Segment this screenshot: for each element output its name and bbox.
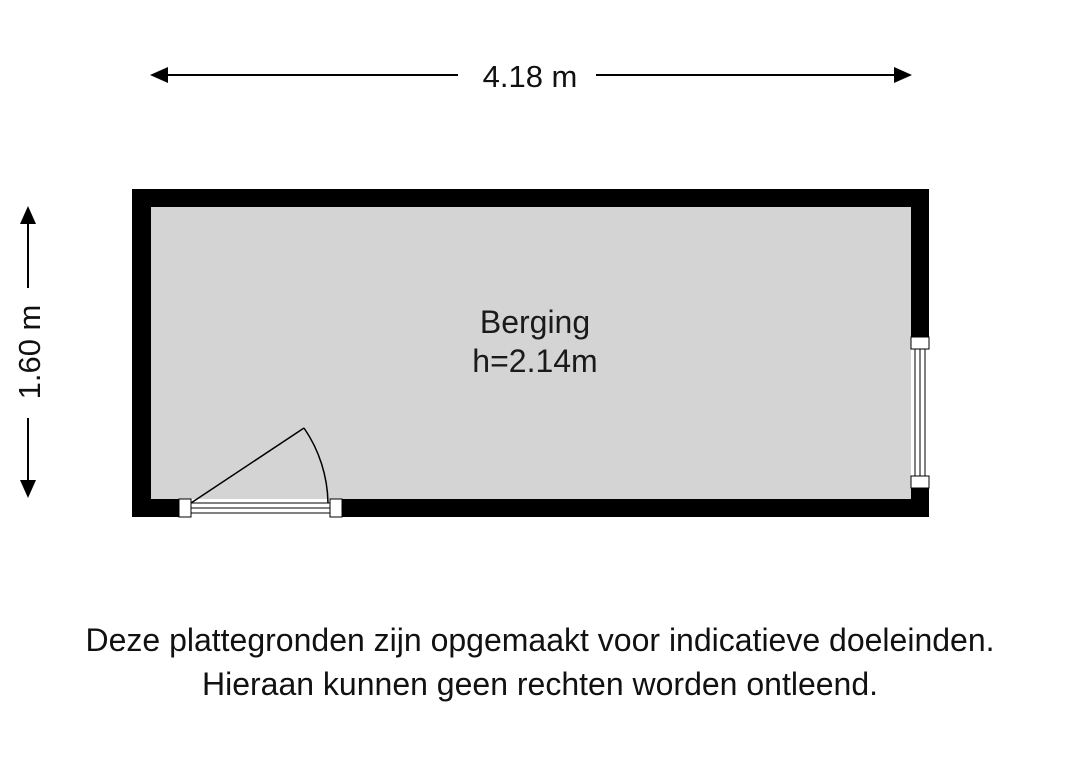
width-dimension-label: 4.18 m [482,59,578,94]
arrow-right-icon [894,67,912,83]
room-height-label: h=2.14m [472,343,598,379]
room-name-label: Berging [479,304,591,340]
height-dimension-label: 1.60 m [12,304,47,400]
width-dimension [150,59,912,94]
disclaimer-line-1: Deze plattegronden zijn opgemaakt voor indicatieve doeleinden. [85,622,995,658]
arrow-down-icon [20,480,36,498]
arrow-up-icon [20,206,36,224]
disclaimer-line-2: Hieraan kunnen geen rechten worden ontleend. [201,666,879,702]
window-right [911,337,929,488]
room-berging [132,189,929,517]
height-dimension [12,206,47,498]
arrow-left-icon [150,67,168,83]
disclaimer [0,618,1080,706]
